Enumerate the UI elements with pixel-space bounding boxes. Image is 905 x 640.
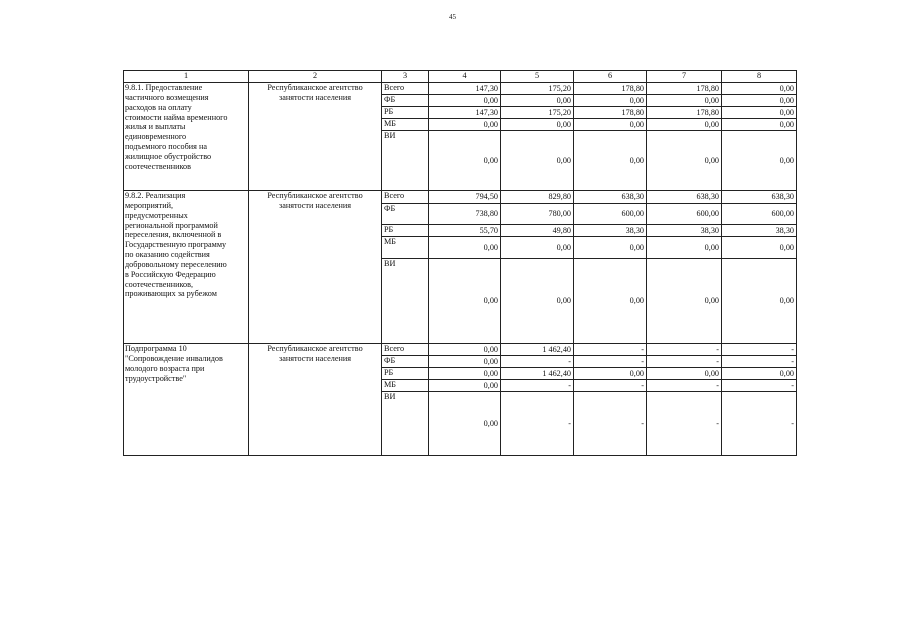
value-cell: 147,30 [429, 83, 501, 95]
header-cell: 3 [382, 71, 429, 83]
value-cell: 0,00 [722, 83, 797, 95]
source-cell: Всего [382, 344, 429, 356]
value-cell: 0,00 [647, 237, 722, 259]
source-cell: ВИ [382, 131, 429, 191]
value-cell: - [722, 380, 797, 392]
value-cell: 0,00 [429, 380, 501, 392]
value-cell: 55,70 [429, 225, 501, 237]
source-cell: Всего [382, 191, 429, 204]
agency-cell: Республиканское агентство занятости населения [249, 83, 382, 191]
table-row [124, 191, 797, 204]
value-cell: 0,00 [647, 131, 722, 191]
value-cell: 600,00 [722, 204, 797, 225]
agency-cell: Республиканское агентство занятости населения [249, 344, 382, 456]
value-cell: 178,80 [574, 107, 647, 119]
agency-cell: Республиканское агентство занятости населения [249, 191, 382, 344]
value-cell: 178,80 [647, 83, 722, 95]
value-cell: 178,80 [647, 107, 722, 119]
value-cell: 0,00 [429, 259, 501, 344]
value-cell: 0,00 [429, 237, 501, 259]
value-cell: 0,00 [429, 344, 501, 356]
value-cell: 175,20 [501, 107, 574, 119]
source-cell: РБ [382, 225, 429, 237]
value-cell: 600,00 [574, 204, 647, 225]
value-cell: 0,00 [501, 237, 574, 259]
header-cell: 1 [124, 71, 249, 83]
value-cell: 0,00 [647, 119, 722, 131]
measure-description: 9.8.1. Предоставление частичного возмещения расходов на оплату стоимости найма временного жилья и выплаты единовременного подъемного пособия на жилищное обустройство соотечественников [124, 83, 249, 191]
value-cell: 0,00 [722, 237, 797, 259]
value-cell: - [574, 356, 647, 368]
value-cell: - [722, 344, 797, 356]
header-row [124, 71, 797, 83]
value-cell: 600,00 [647, 204, 722, 225]
value-cell: 780,00 [501, 204, 574, 225]
value-cell: 1 462,40 [501, 368, 574, 380]
budget-table [123, 70, 797, 456]
source-cell: РБ [382, 107, 429, 119]
value-cell: 0,00 [647, 259, 722, 344]
value-cell: - [574, 392, 647, 456]
header-cell: 7 [647, 71, 722, 83]
value-cell: - [574, 380, 647, 392]
table-row [124, 83, 797, 95]
header-cell: 6 [574, 71, 647, 83]
value-cell: - [647, 344, 722, 356]
value-cell: 0,00 [429, 131, 501, 191]
value-cell: 0,00 [429, 95, 501, 107]
value-cell: 638,30 [574, 191, 647, 204]
value-cell: 829,80 [501, 191, 574, 204]
value-cell: 38,30 [722, 225, 797, 237]
header-cell: 8 [722, 71, 797, 83]
value-cell: 0,00 [722, 131, 797, 191]
header-cell: 5 [501, 71, 574, 83]
source-cell: МБ [382, 237, 429, 259]
value-cell: 0,00 [429, 356, 501, 368]
value-cell: 0,00 [647, 368, 722, 380]
header-cell: 2 [249, 71, 382, 83]
value-cell: 0,00 [574, 119, 647, 131]
value-cell: - [647, 356, 722, 368]
value-cell: 0,00 [429, 368, 501, 380]
value-cell: - [722, 356, 797, 368]
source-cell: ФБ [382, 95, 429, 107]
value-cell: 0,00 [722, 259, 797, 344]
value-cell: 0,00 [501, 259, 574, 344]
value-cell: 0,00 [501, 119, 574, 131]
source-cell: ФБ [382, 356, 429, 368]
value-cell: 0,00 [501, 131, 574, 191]
value-cell: - [647, 380, 722, 392]
value-cell: 794,50 [429, 191, 501, 204]
value-cell: 49,80 [501, 225, 574, 237]
value-cell: 638,30 [722, 191, 797, 204]
value-cell: - [501, 356, 574, 368]
table-row [124, 344, 797, 356]
value-cell: 38,30 [574, 225, 647, 237]
value-cell: 0,00 [574, 368, 647, 380]
source-cell: МБ [382, 119, 429, 131]
source-cell: Всего [382, 83, 429, 95]
value-cell: 147,30 [429, 107, 501, 119]
value-cell: - [722, 392, 797, 456]
table-body [124, 83, 797, 456]
value-cell: 0,00 [574, 237, 647, 259]
page-number: 45 [449, 13, 456, 21]
value-cell: 0,00 [722, 368, 797, 380]
value-cell: 38,30 [647, 225, 722, 237]
value-cell: 0,00 [429, 392, 501, 456]
source-cell: ФБ [382, 204, 429, 225]
value-cell: 1 462,40 [501, 344, 574, 356]
value-cell: - [501, 392, 574, 456]
value-cell: - [574, 344, 647, 356]
source-cell: МБ [382, 380, 429, 392]
value-cell: 0,00 [574, 95, 647, 107]
source-cell: ВИ [382, 259, 429, 344]
value-cell: 738,80 [429, 204, 501, 225]
source-cell: РБ [382, 368, 429, 380]
measure-description: Подпрограмма 10 "Сопровождение инвалидов молодого возраста при трудоустройстве" [124, 344, 249, 456]
value-cell: - [647, 392, 722, 456]
value-cell: 0,00 [574, 131, 647, 191]
value-cell: 0,00 [501, 95, 574, 107]
value-cell: 178,80 [574, 83, 647, 95]
measure-description: 9.8.2. Реализация мероприятий, предусмотренных региональной программой переселения, включенной в Государственную программу по оказанию содействия добровольному переселению в Российскую Федерацию соотечественников, проживающих за рубежом [124, 191, 249, 344]
value-cell: 0,00 [722, 95, 797, 107]
value-cell: 175,20 [501, 83, 574, 95]
value-cell: 0,00 [574, 259, 647, 344]
value-cell: 638,30 [647, 191, 722, 204]
value-cell: 0,00 [722, 107, 797, 119]
value-cell: - [501, 380, 574, 392]
source-cell: ВИ [382, 392, 429, 456]
value-cell: 0,00 [647, 95, 722, 107]
header-cell: 4 [429, 71, 501, 83]
value-cell: 0,00 [429, 119, 501, 131]
value-cell: 0,00 [722, 119, 797, 131]
